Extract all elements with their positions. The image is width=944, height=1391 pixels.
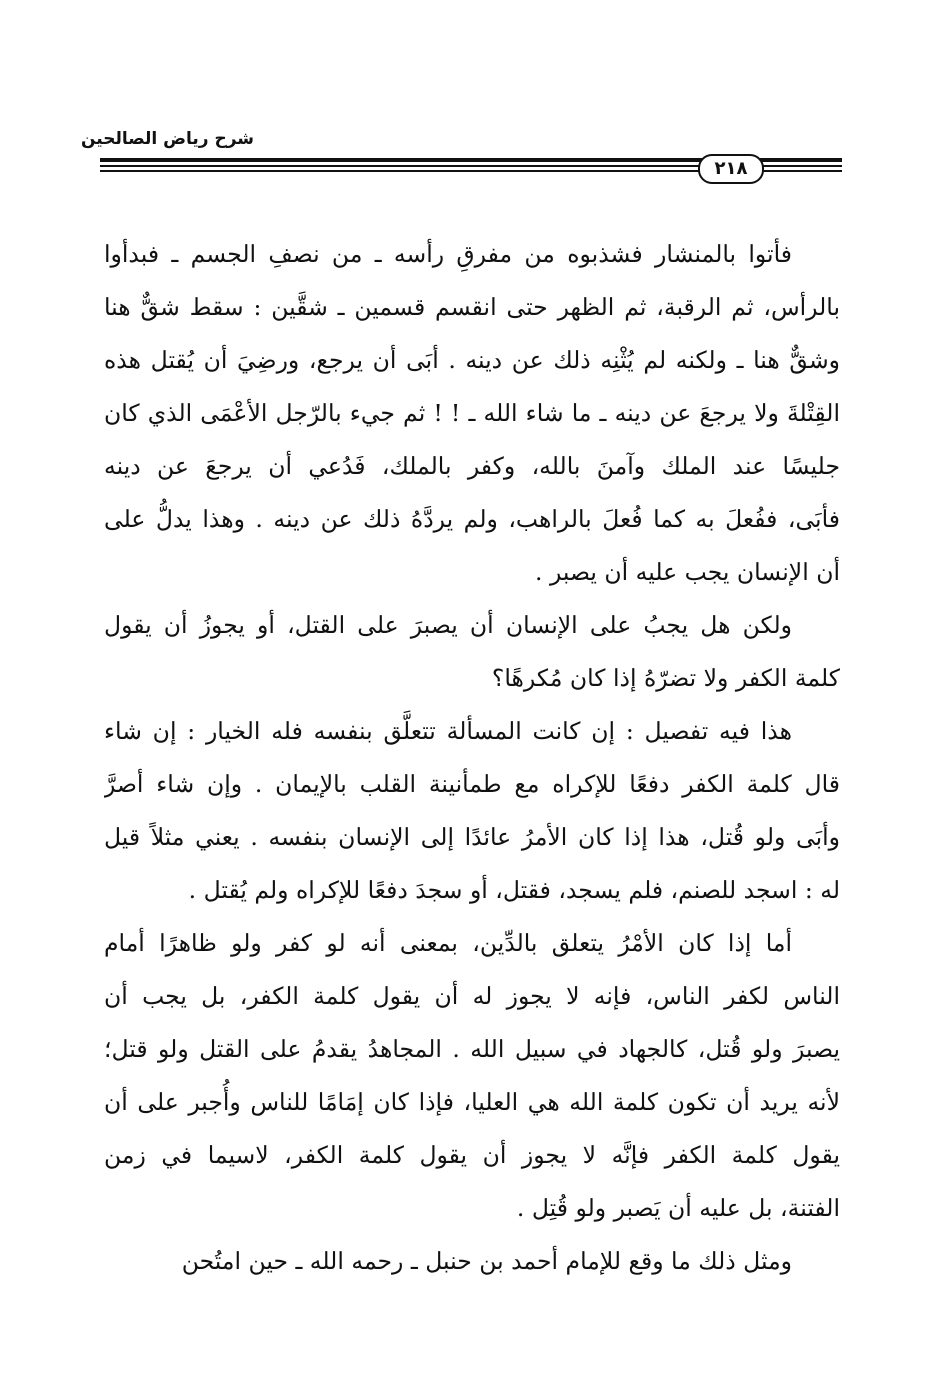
- text-line: قال كلمة الكفر دفعًا للإكراه مع طمأنينة القلب بالإيمان . وإن شاء أصرَّ: [104, 770, 840, 798]
- text-line: لأنه يريد أن تكون كلمة الله هي العليا، فإذا كان إمَامًا للناس وأُجبر على أن: [104, 1088, 840, 1116]
- text-line: بالرأس، ثم الرقبة، ثم الظهر حتى انقسم قسمين ـ شقَّين : سقط شقٌّ هنا: [104, 293, 840, 321]
- text-line: الناس لكفر الناس، فإنه لا يجوز له أن يقول كلمة الكفر، بل يجب أن: [104, 982, 840, 1010]
- header-rule: [100, 154, 842, 188]
- text-line: وشقٌّ هنا ـ ولكنه لم يُثْنِه ذلك عن دينه . أبَى أن يرجع، ورضِيَ أن يُقتل هذه: [104, 346, 840, 374]
- text-line: جليسًا عند الملك وآمنَ بالله، وكفر بالملك، فَدُعي أن يرجعَ عن دينه: [104, 452, 840, 480]
- text-line: يصبرَ ولو قُتل، كالجهاد في سبيل الله . المجاهدُ يقدمُ على القتل ولو قتل؛: [104, 1035, 840, 1063]
- text-line: ولكن هل يجبُ على الإنسان أن يصبرَ على القتل، أو يجوزُ أن يقول: [104, 611, 792, 639]
- text-line: وأبَى ولو قُتل، هذا إذا كان الأمرُ عائدًا إلى الإنسان بنفسه . يعني مثلاً قيل: [104, 823, 840, 851]
- text-line: فأبَى، ففُعلَ به كما فُعلَ بالراهب، ولم يردَّهُ ذلك عن دينه . وهذا يدلُّ على: [104, 505, 840, 533]
- text-line: يقول كلمة الكفر فإنَّه لا يجوز أن يقول كلمة الكفر، لاسيما في زمن: [104, 1141, 840, 1169]
- text-line: الفتنة، بل عليه أن يَصبر ولو قُتِل .: [516, 1194, 840, 1222]
- text-line: ومثل ذلك ما وقع للإمام أحمد بن حنبل ـ رحمه الله ـ حين امتُحن: [181, 1247, 792, 1275]
- text-line: القِتْلةَ ولا يرجعَ عن دينه ـ ما شاء الله ـ ! ! ثم جيء بالرّجل الأعْمَى الذي كان: [104, 399, 840, 427]
- page-number: ٢١٨: [698, 154, 764, 184]
- text-line: هذا فيه تفصيل : إن كانت المسألة تتعلَّق بنفسه فله الخيار : إن شاء: [104, 717, 792, 745]
- text-line: فأتوا بالمنشار فشذبوه من مفرقِ رأسه ـ من نصفِ الجسم ـ فبدأوا: [104, 240, 792, 268]
- text-line: أما إذا كان الأمْرُ يتعلق بالدِّين، بمعنى أنه لو كفر ولو ظاهرًا أمام: [104, 929, 792, 957]
- text-line: أن الإنسان يجب عليه أن يصبر .: [535, 558, 840, 586]
- running-title: شرح رياض الصالحين: [80, 129, 254, 149]
- text-line: كلمة الكفر ولا تضرّهُ إذا كان مُكرهًا؟: [491, 664, 840, 692]
- body-text: [104, 228, 840, 1288]
- text-line: له : اسجد للصنم، فلم يسجد، فقتل، أو سجدَ دفعًا للإكراه ولم يُقتل .: [188, 876, 840, 904]
